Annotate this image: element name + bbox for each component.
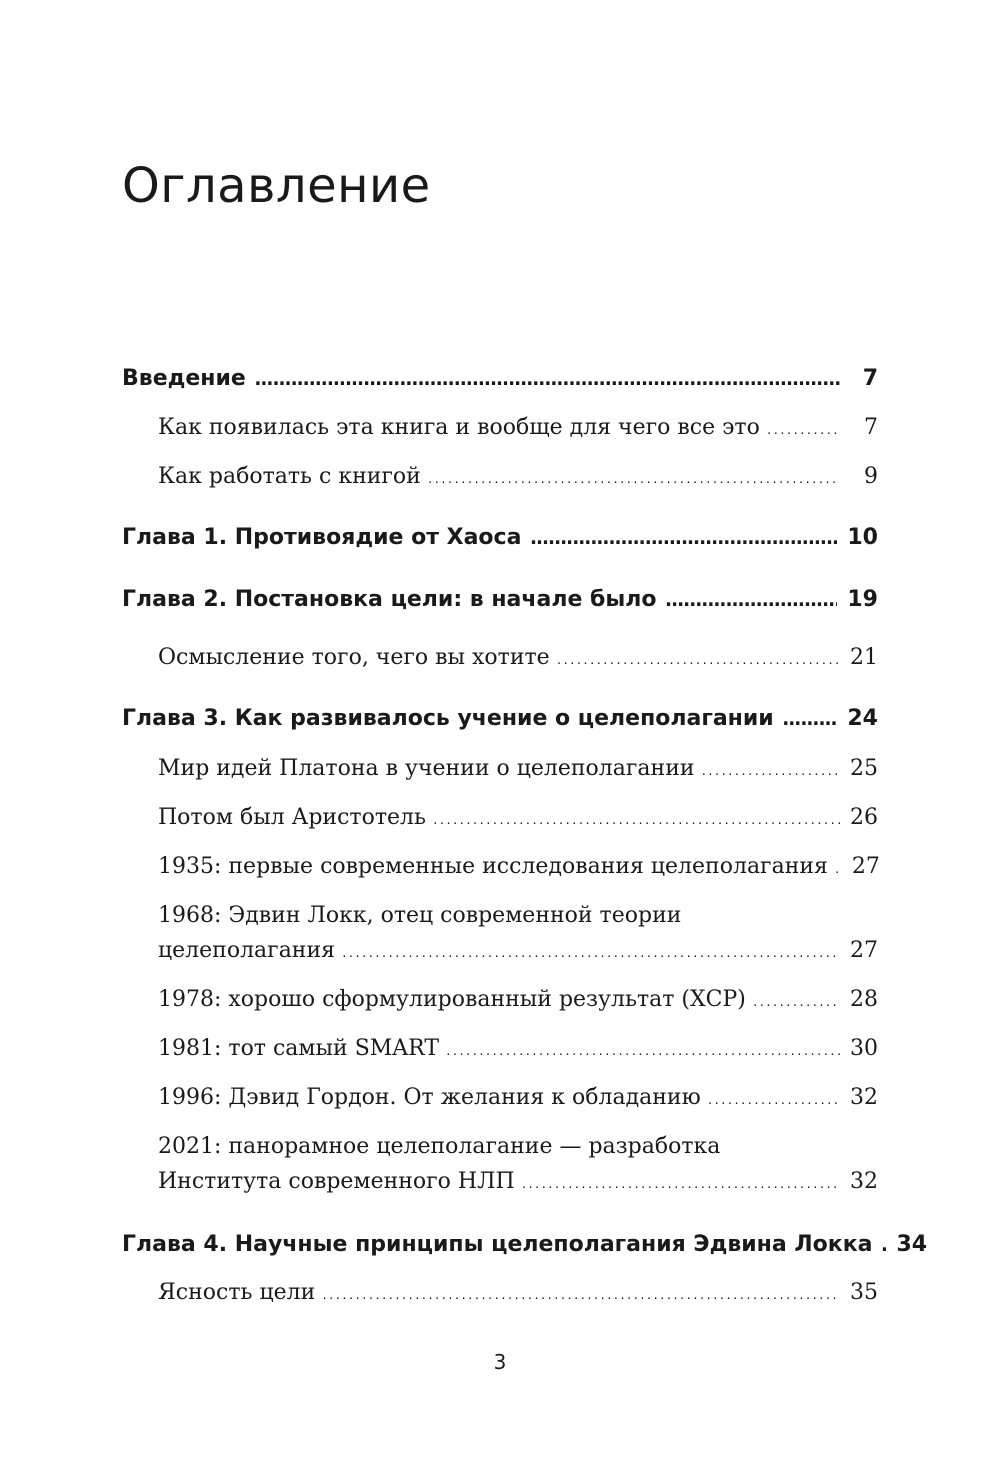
toc-entry-title: Глава 2. Постановка цели: в начале было bbox=[122, 587, 657, 612]
dot-leader bbox=[701, 765, 840, 778]
dot-leader bbox=[427, 473, 840, 486]
toc-entry-page: 28 bbox=[850, 987, 878, 1012]
toc-entry-page: 27 bbox=[851, 854, 880, 879]
toc-entry-page: 25 bbox=[850, 756, 878, 781]
toc-entry-title: Глава 3. Как развивалось учение о целеполагании bbox=[122, 706, 774, 731]
toc-entry-page: 30 bbox=[850, 1036, 878, 1061]
dot-leader bbox=[752, 996, 840, 1009]
toc-entry-1981[interactable] bbox=[158, 1036, 878, 1061]
toc-entry-title: Потом был Аристотель bbox=[158, 805, 426, 830]
toc-entry-title: 1981: тот самый SMART bbox=[158, 1036, 440, 1061]
toc-entry-page: 34 bbox=[896, 1232, 928, 1257]
toc-entry-title-line1: 2021: панорамное целеполагание — разработка bbox=[158, 1134, 721, 1159]
toc-entry-how-to-work[interactable] bbox=[158, 464, 878, 489]
dot-leader bbox=[432, 814, 840, 827]
toc-entry-1996[interactable] bbox=[158, 1085, 878, 1110]
toc-entry-plato[interactable] bbox=[158, 756, 878, 781]
toc-entry-chapter-1[interactable] bbox=[122, 525, 878, 550]
dot-leader bbox=[252, 366, 840, 390]
toc-entry-title: Как работать с книгой bbox=[158, 464, 421, 489]
dot-leader bbox=[445, 1045, 840, 1058]
toc-entry-chapter-4[interactable] bbox=[122, 1232, 928, 1257]
toc-entry-title: Осмысление того, чего вы хотите bbox=[158, 645, 550, 670]
toc-entry-chapter-3[interactable] bbox=[122, 706, 878, 731]
toc-entry-page: 9 bbox=[864, 464, 878, 489]
toc-entry-page: 7 bbox=[862, 366, 878, 391]
toc-entry-title: Глава 4. Научные принципы целеполагания Эдвина Локка bbox=[122, 1232, 873, 1257]
toc-entry-page: 35 bbox=[850, 1280, 878, 1305]
toc-entry-aristotle[interactable] bbox=[158, 805, 878, 830]
toc-entry-introduction[interactable] bbox=[122, 366, 878, 391]
toc-entry-page: 10 bbox=[847, 525, 878, 550]
toc-entry-title-line2: целеполагания bbox=[158, 938, 336, 963]
dot-leader bbox=[341, 947, 840, 960]
toc-entry-1978[interactable] bbox=[158, 987, 878, 1012]
dot-leader bbox=[707, 1094, 840, 1107]
toc-entry-page: 7 bbox=[864, 415, 878, 440]
dot-leader bbox=[527, 525, 837, 549]
toc-entry-title: Мир идей Платона в учении о целеполагании bbox=[158, 756, 695, 781]
toc-entry-page: 24 bbox=[847, 706, 878, 731]
dot-leader bbox=[766, 424, 840, 437]
toc-entry-title: 1935: первые современные исследования целеполагания bbox=[158, 854, 828, 879]
toc-entry-title: 1978: хорошо сформулированный результат (ХСР) bbox=[158, 987, 746, 1012]
toc-entry-title: Введение bbox=[122, 366, 246, 391]
toc-entry-page: 26 bbox=[850, 805, 878, 830]
page-number: 3 bbox=[493, 1350, 507, 1374]
dot-leader bbox=[663, 587, 838, 611]
toc-entry-title-line1: 1968: Эдвин Локк, отец современной теории bbox=[158, 903, 682, 928]
toc-entry-title: Ясность цели bbox=[158, 1280, 316, 1305]
toc-entry-title-line2: Института современного НЛП bbox=[158, 1169, 515, 1194]
toc-entry-page: 27 bbox=[850, 938, 878, 963]
dot-leader bbox=[556, 654, 840, 667]
toc-entry-page: 19 bbox=[847, 587, 878, 612]
dot-leader bbox=[834, 863, 842, 876]
toc-entry-goal-clarity[interactable] bbox=[158, 1280, 878, 1305]
toc-entry-understanding-wants[interactable] bbox=[158, 645, 878, 670]
toc-entry-1935[interactable] bbox=[158, 854, 878, 879]
toc-entry-title: 1996: Дэвид Гордон. От желания к обладанию bbox=[158, 1085, 701, 1110]
toc-entry-2021[interactable] bbox=[158, 1134, 878, 1194]
dot-leader bbox=[521, 1178, 840, 1191]
toc-entry-title: Как появилась эта книга и вообще для чего все это bbox=[158, 415, 760, 440]
page-title: Оглавление bbox=[122, 158, 431, 214]
dot-leader bbox=[321, 1289, 840, 1302]
toc-entry-page: 32 bbox=[850, 1169, 878, 1194]
toc-entry-page: 21 bbox=[850, 645, 878, 670]
toc-entry-chapter-2[interactable] bbox=[122, 587, 878, 612]
toc-entry-page: 32 bbox=[850, 1085, 878, 1110]
dot-leader bbox=[878, 1232, 886, 1256]
toc-entry-1968[interactable] bbox=[158, 903, 878, 963]
dot-leader bbox=[780, 706, 838, 730]
toc-entry-title: Глава 1. Противоядие от Хаоса bbox=[122, 525, 522, 550]
toc-entry-how-book-appeared[interactable] bbox=[158, 415, 878, 440]
